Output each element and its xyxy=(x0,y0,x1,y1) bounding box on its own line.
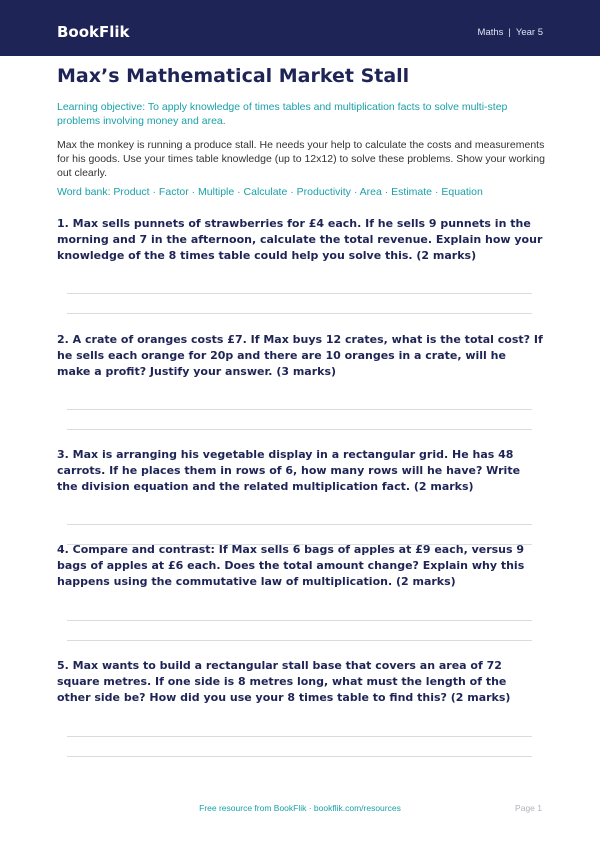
brand-logo-text[interactable]: BookFlik xyxy=(57,23,130,41)
answer-line[interactable] xyxy=(67,736,532,737)
question-4: 4. Compare and contrast: If Max sells 6 bags of apples at £9 each, versus 9 bags of apples at £6 each. Does the total amount change? Explain why this happens using the commutative law of multiplication. (2 marks) xyxy=(57,543,525,588)
learning-objective: Learning objective: To apply knowledge of times tables and multiplication facts to solve multi-step problems involving money and area. xyxy=(57,101,508,127)
answer-line[interactable] xyxy=(67,640,532,641)
footer-resource-link[interactable]: Free resource from BookFlik · bookflik.com/resources xyxy=(199,803,401,813)
top-banner xyxy=(0,0,600,56)
question-1: 1. Max sells punnets of strawberries for £4 each. If he sells 9 punnets in the morning and 7 in the afternoon, calculate the total revenue. Explain how your knowledge of the 8 times table could help you solve this. (2 marks) xyxy=(57,217,543,262)
question-3: 3. Max is arranging his vegetable display in a rectangular grid. He has 48 carrots. If he places them in rows of 6, how many rows will he have? Write the division equation and the related multiplication fact. (2 marks) xyxy=(57,448,521,493)
subject-label: Maths xyxy=(477,27,504,38)
word-bank: Word bank: Product · Factor · Multiple · Calculate · Productivity · Area · Estimate · Equation xyxy=(57,186,483,198)
answer-line[interactable] xyxy=(67,409,532,410)
header-separator: | xyxy=(508,27,511,38)
answer-line[interactable] xyxy=(67,524,532,525)
question-2: 2. A crate of oranges costs £7. If Max buys 12 crates, what is the total cost? If he sells each orange for 20p and there are 10 oranges in a crate, will he make a profit? Justify your answer. (3 marks) xyxy=(57,333,543,378)
page-title: Max’s Mathematical Market Stall xyxy=(57,65,410,87)
question-5: 5. Max wants to build a rectangular stall base that covers an area of 72 square metres. If one side is 8 metres long, what must the length of the other side be? How did you use your 8 times table to find this? (2 marks) xyxy=(57,659,511,704)
answer-line[interactable] xyxy=(67,756,532,757)
answer-line[interactable] xyxy=(67,313,532,314)
answer-line[interactable] xyxy=(67,620,532,621)
answer-line[interactable] xyxy=(67,429,532,430)
page-number: Page 1 xyxy=(515,803,542,813)
intro-paragraph: Max the monkey is running a produce stall. He needs your help to calculate the costs and measurements for his goods. Use your times table knowledge (up to 12x12) to solve these problems. Show your working out clearly. xyxy=(57,139,545,179)
answer-line[interactable] xyxy=(67,293,532,294)
subject-year-label xyxy=(478,26,543,40)
year-label: Year 5 xyxy=(515,27,543,38)
